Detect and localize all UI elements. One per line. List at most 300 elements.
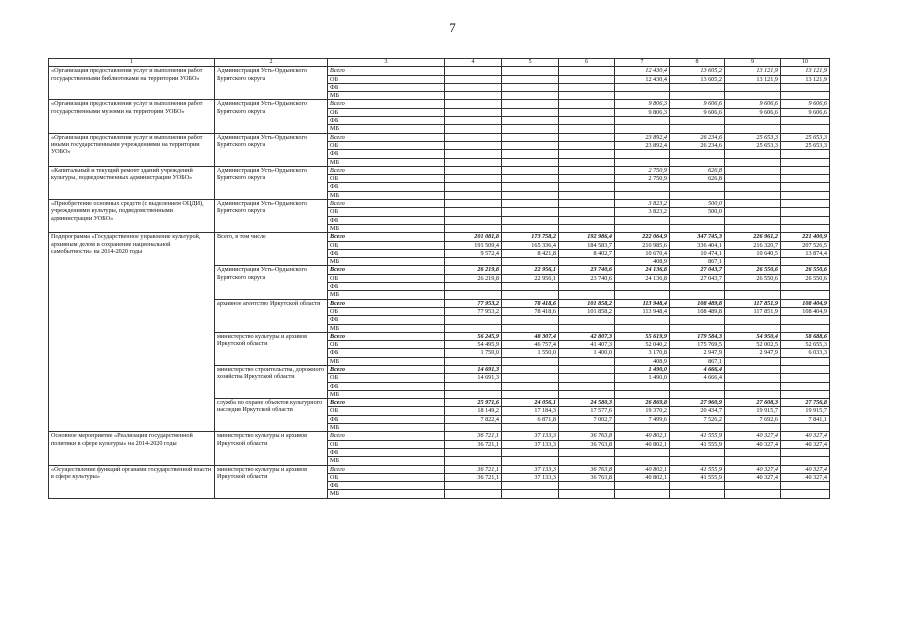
amount-cell	[502, 208, 559, 216]
amount-cell	[725, 482, 781, 490]
table-row	[49, 200, 830, 208]
amount-cell: 54 950,4	[725, 332, 781, 340]
funding-source: МБ	[328, 424, 445, 432]
amount-cell	[445, 324, 502, 332]
amount-cell: 9 606,6	[670, 108, 725, 116]
amount-cell	[725, 183, 781, 191]
amount-cell	[445, 200, 502, 208]
amount-cell: 36 721,1	[445, 465, 502, 473]
amount-cell: 26 550,6	[781, 274, 830, 282]
amount-cell: 347 745,3	[670, 233, 725, 241]
funding-source: Всего	[328, 332, 445, 340]
funding-source: МБ	[328, 258, 445, 266]
amount-cell	[670, 482, 725, 490]
amount-cell	[559, 141, 615, 149]
funding-source: ОБ	[328, 473, 445, 481]
amount-cell: 26 869,8	[615, 399, 670, 407]
amount-cell: 201 081,8	[445, 233, 502, 241]
amount-cell: 12 430,4	[615, 75, 670, 83]
amount-cell	[445, 125, 502, 133]
amount-cell: 165 336,4	[502, 241, 559, 249]
amount-cell	[615, 158, 670, 166]
amount-cell: 13 605,2	[670, 67, 725, 75]
amount-cell	[615, 183, 670, 191]
amount-cell: 37 133,3	[502, 473, 559, 481]
amount-cell: 40 802,1	[615, 473, 670, 481]
amount-cell: 17 577,6	[559, 407, 615, 415]
column-header: 7	[615, 59, 670, 67]
table-row	[49, 133, 830, 141]
amount-cell: 8 421,8	[502, 249, 559, 257]
amount-cell	[781, 374, 830, 382]
amount-cell: 56 245,9	[445, 332, 502, 340]
funding-source: Всего	[328, 200, 445, 208]
column-header: 10	[781, 59, 830, 67]
amount-cell: 6 033,3	[781, 349, 830, 357]
amount-cell: 40 327,4	[781, 440, 830, 448]
funding-source: Всего	[328, 133, 445, 141]
amount-cell	[502, 324, 559, 332]
amount-cell	[559, 191, 615, 199]
table-row	[49, 166, 830, 174]
amount-cell: 27 043,7	[670, 274, 725, 282]
amount-cell	[502, 457, 559, 465]
amount-cell	[725, 448, 781, 456]
amount-cell	[670, 83, 725, 91]
amount-cell	[670, 150, 725, 158]
amount-cell: 14 691,3	[445, 365, 502, 373]
funding-source: МБ	[328, 324, 445, 332]
amount-cell: 4 666,4	[670, 365, 725, 373]
amount-cell: 500,0	[670, 208, 725, 216]
amount-cell	[670, 191, 725, 199]
amount-cell: 101 858,2	[559, 307, 615, 315]
amount-cell	[725, 208, 781, 216]
executor-name: Администрация Усть-Ордынского Бурятского округа	[215, 166, 328, 199]
amount-cell	[445, 457, 502, 465]
amount-cell	[725, 224, 781, 232]
amount-cell	[781, 125, 830, 133]
amount-cell	[670, 92, 725, 100]
amount-cell: 36 763,8	[559, 432, 615, 440]
amount-cell	[559, 75, 615, 83]
amount-cell: 19 915,7	[781, 407, 830, 415]
amount-cell	[559, 117, 615, 125]
amount-cell	[502, 158, 559, 166]
amount-cell	[445, 75, 502, 83]
amount-cell	[781, 291, 830, 299]
amount-cell	[559, 108, 615, 116]
amount-cell: 77 953,2	[445, 299, 502, 307]
funding-source: Всего	[328, 266, 445, 274]
amount-cell	[725, 125, 781, 133]
amount-cell: 40 327,4	[781, 473, 830, 481]
funding-source: ОБ	[328, 374, 445, 382]
amount-cell: 108 404,9	[781, 299, 830, 307]
amount-cell: 7 002,7	[559, 415, 615, 423]
executor-name: Администрация Усть-Ордынского Бурятского округа	[215, 100, 328, 133]
amount-cell	[445, 83, 502, 91]
amount-cell	[725, 191, 781, 199]
funding-source: Всего	[328, 233, 445, 241]
amount-cell	[445, 390, 502, 398]
amount-cell: 10 640,5	[725, 249, 781, 257]
amount-cell: 2 947,9	[670, 349, 725, 357]
amount-cell	[559, 258, 615, 266]
amount-cell: 117 851,9	[725, 307, 781, 315]
amount-cell: 24 136,8	[615, 274, 670, 282]
amount-cell	[781, 150, 830, 158]
amount-cell: 626,8	[670, 175, 725, 183]
amount-cell: 13 605,2	[670, 75, 725, 83]
amount-cell	[615, 390, 670, 398]
amount-cell	[502, 166, 559, 174]
measure-name: Подпрограмма «Государственное управление культурой, архивным делом и сохранение национальной самобытности» на 2014-2020 годы	[49, 233, 215, 432]
amount-cell	[781, 482, 830, 490]
amount-cell	[559, 150, 615, 158]
funding-source: ФБ	[328, 448, 445, 456]
amount-cell: 867,1	[670, 258, 725, 266]
amount-cell: 113 948,4	[615, 299, 670, 307]
amount-cell	[445, 490, 502, 498]
amount-cell	[502, 216, 559, 224]
amount-cell	[559, 67, 615, 75]
amount-cell	[670, 424, 725, 432]
amount-cell	[615, 191, 670, 199]
amount-cell	[559, 125, 615, 133]
amount-cell	[725, 117, 781, 125]
amount-cell: 36 763,8	[559, 440, 615, 448]
amount-cell	[445, 141, 502, 149]
amount-cell: 216 320,7	[725, 241, 781, 249]
amount-cell: 10 474,1	[670, 249, 725, 257]
amount-cell	[781, 382, 830, 390]
funding-source: ОБ	[328, 341, 445, 349]
amount-cell	[502, 448, 559, 456]
amount-cell: 26 234,6	[670, 141, 725, 149]
amount-cell	[781, 92, 830, 100]
amount-cell	[445, 291, 502, 299]
amount-cell: 40 327,4	[725, 473, 781, 481]
amount-cell: 408,9	[615, 357, 670, 365]
amount-cell	[725, 390, 781, 398]
amount-cell	[670, 457, 725, 465]
amount-cell: 23 740,6	[559, 266, 615, 274]
amount-cell	[502, 365, 559, 373]
amount-cell: 222 064,9	[615, 233, 670, 241]
amount-cell	[615, 224, 670, 232]
amount-cell: 3 823,2	[615, 200, 670, 208]
amount-cell	[445, 133, 502, 141]
amount-cell	[559, 382, 615, 390]
amount-cell: 77 953,2	[445, 307, 502, 315]
amount-cell	[502, 200, 559, 208]
amount-cell: 7 499,6	[615, 415, 670, 423]
amount-cell: 26 219,8	[445, 274, 502, 282]
amount-cell: 1 490,0	[615, 365, 670, 373]
amount-cell	[559, 175, 615, 183]
funding-source: МБ	[328, 291, 445, 299]
amount-cell: 500,0	[670, 200, 725, 208]
column-header: 3	[328, 59, 445, 67]
amount-cell	[445, 357, 502, 365]
amount-cell	[781, 316, 830, 324]
amount-cell	[781, 424, 830, 432]
amount-cell: 24 136,8	[615, 266, 670, 274]
amount-cell: 10 670,4	[615, 249, 670, 257]
amount-cell	[559, 224, 615, 232]
funding-source: ФБ	[328, 117, 445, 125]
amount-cell	[781, 224, 830, 232]
amount-cell: 9 606,6	[725, 108, 781, 116]
amount-cell	[445, 158, 502, 166]
funding-source: ОБ	[328, 208, 445, 216]
amount-cell	[445, 150, 502, 158]
amount-cell	[725, 457, 781, 465]
executor-name: Администрация Усть-Ордынского Бурятского округа	[215, 133, 328, 166]
amount-cell	[502, 424, 559, 432]
amount-cell: 191 509,4	[445, 241, 502, 249]
amount-cell	[615, 117, 670, 125]
amount-cell: 25 971,6	[445, 399, 502, 407]
amount-cell	[670, 158, 725, 166]
amount-cell	[445, 424, 502, 432]
funding-source: ФБ	[328, 83, 445, 91]
column-header: 9	[725, 59, 781, 67]
measure-name: «Осуществление функций органами государственной власти в сфере культуры»	[49, 465, 215, 498]
funding-source: МБ	[328, 390, 445, 398]
amount-cell: 37 133,3	[502, 465, 559, 473]
amount-cell: 36 721,1	[445, 473, 502, 481]
amount-cell	[502, 108, 559, 116]
amount-cell	[559, 324, 615, 332]
amount-cell	[670, 490, 725, 498]
amount-cell	[615, 150, 670, 158]
amount-cell: 17 184,3	[502, 407, 559, 415]
amount-cell	[670, 283, 725, 291]
funding-source: ОБ	[328, 307, 445, 315]
amount-cell	[725, 158, 781, 166]
amount-cell	[559, 316, 615, 324]
amount-cell	[670, 291, 725, 299]
amount-cell	[670, 324, 725, 332]
funding-source: ОБ	[328, 241, 445, 249]
executor-name: министерство культуры и архивов Иркутской области	[215, 432, 328, 465]
amount-cell: 22 956,1	[502, 274, 559, 282]
amount-cell	[559, 158, 615, 166]
amount-cell	[559, 100, 615, 108]
column-header: 5	[502, 59, 559, 67]
amount-cell: 40 802,1	[615, 432, 670, 440]
amount-cell: 179 584,3	[670, 332, 725, 340]
funding-source: ФБ	[328, 249, 445, 257]
funding-source: ФБ	[328, 382, 445, 390]
amount-cell: 207 526,5	[781, 241, 830, 249]
amount-cell: 37 133,3	[502, 432, 559, 440]
amount-cell: 36 763,8	[559, 473, 615, 481]
amount-cell: 13 121,9	[725, 67, 781, 75]
measure-name: «Капитальный и текущий ремонт зданий учреждений культуры, подведомственных администрации УОБО»	[49, 166, 215, 199]
funding-source: ФБ	[328, 283, 445, 291]
funding-source: Всего	[328, 432, 445, 440]
measure-name: «Организация предоставления услуг и выполнения работ иными государственными учреждениями на территории УОБО»	[49, 133, 215, 166]
amount-cell: 117 851,9	[725, 299, 781, 307]
amount-cell: 9 806,3	[615, 100, 670, 108]
amount-cell: 184 583,7	[559, 241, 615, 249]
table-row	[49, 67, 830, 75]
amount-cell: 108 489,8	[670, 307, 725, 315]
amount-cell: 52 040,2	[615, 341, 670, 349]
amount-cell	[670, 183, 725, 191]
amount-cell	[670, 390, 725, 398]
table-row	[49, 465, 830, 473]
amount-cell: 41 555,9	[670, 440, 725, 448]
amount-cell: 1 490,0	[615, 374, 670, 382]
amount-cell	[559, 482, 615, 490]
amount-cell: 40 327,4	[725, 432, 781, 440]
amount-cell	[725, 365, 781, 373]
amount-cell: 41 555,9	[670, 432, 725, 440]
amount-cell: 18 149,2	[445, 407, 502, 415]
amount-cell	[781, 457, 830, 465]
amount-cell	[445, 100, 502, 108]
amount-cell	[445, 67, 502, 75]
amount-cell	[725, 83, 781, 91]
amount-cell: 12 430,4	[615, 67, 670, 75]
amount-cell	[559, 448, 615, 456]
amount-cell: 36 721,1	[445, 440, 502, 448]
amount-cell: 26 550,6	[781, 266, 830, 274]
amount-cell: 9 606,6	[725, 100, 781, 108]
column-header: 4	[445, 59, 502, 67]
amount-cell: 40 327,4	[725, 465, 781, 473]
funding-source: ФБ	[328, 482, 445, 490]
amount-cell	[559, 424, 615, 432]
column-header: 8	[670, 59, 725, 67]
amount-cell: 13 121,9	[781, 75, 830, 83]
amount-cell: 20 434,7	[670, 407, 725, 415]
amount-cell	[559, 166, 615, 174]
amount-cell: 26 219,8	[445, 266, 502, 274]
amount-cell	[502, 175, 559, 183]
amount-cell: 101 858,2	[559, 299, 615, 307]
funding-source: ОБ	[328, 108, 445, 116]
amount-cell: 2 947,9	[725, 349, 781, 357]
amount-cell	[559, 374, 615, 382]
amount-cell	[559, 83, 615, 91]
amount-cell: 7 822,4	[445, 415, 502, 423]
amount-cell	[615, 424, 670, 432]
amount-cell	[502, 382, 559, 390]
amount-cell	[781, 365, 830, 373]
amount-cell: 42 807,3	[559, 332, 615, 340]
amount-cell	[445, 316, 502, 324]
amount-cell: 23 892,4	[615, 133, 670, 141]
amount-cell	[445, 216, 502, 224]
amount-cell	[502, 83, 559, 91]
amount-cell	[559, 216, 615, 224]
amount-cell: 9 606,6	[781, 100, 830, 108]
amount-cell: 2 750,9	[615, 166, 670, 174]
amount-cell	[502, 390, 559, 398]
table-body	[49, 59, 830, 499]
amount-cell: 3 823,2	[615, 208, 670, 216]
funding-source: ОБ	[328, 407, 445, 415]
amount-cell: 27 043,7	[670, 266, 725, 274]
executor-name: министерство культуры и архивов Иркутской области	[215, 332, 328, 365]
amount-cell	[445, 166, 502, 174]
table-row	[49, 100, 830, 108]
amount-cell: 173 758,2	[502, 233, 559, 241]
amount-cell	[615, 382, 670, 390]
amount-cell: 113 948,4	[615, 307, 670, 315]
amount-cell	[670, 448, 725, 456]
table-row	[49, 432, 830, 440]
amount-cell	[781, 208, 830, 216]
amount-cell: 40 327,4	[781, 432, 830, 440]
amount-cell: 27 960,9	[670, 399, 725, 407]
amount-cell: 40 327,4	[781, 465, 830, 473]
amount-cell	[781, 448, 830, 456]
amount-cell	[670, 125, 725, 133]
amount-cell: 36 763,8	[559, 465, 615, 473]
amount-cell: 41 555,9	[670, 473, 725, 481]
amount-cell	[781, 175, 830, 183]
amount-cell: 24 056,1	[502, 399, 559, 407]
amount-cell	[615, 490, 670, 498]
amount-cell	[559, 283, 615, 291]
amount-cell	[781, 390, 830, 398]
amount-cell: 626,8	[670, 166, 725, 174]
amount-cell	[670, 224, 725, 232]
amount-cell	[725, 175, 781, 183]
amount-cell	[559, 365, 615, 373]
amount-cell	[445, 208, 502, 216]
executor-name: Всего, в том числе	[215, 233, 328, 266]
amount-cell	[559, 208, 615, 216]
amount-cell: 13 121,9	[781, 67, 830, 75]
funding-source: МБ	[328, 490, 445, 498]
amount-cell	[502, 183, 559, 191]
amount-cell	[445, 183, 502, 191]
amount-cell	[670, 216, 725, 224]
amount-cell	[445, 283, 502, 291]
funding-source: МБ	[328, 224, 445, 232]
amount-cell	[502, 117, 559, 125]
funding-source: ОБ	[328, 440, 445, 448]
amount-cell	[670, 316, 725, 324]
amount-cell	[502, 357, 559, 365]
amount-cell	[502, 283, 559, 291]
amount-cell: 14 691,3	[445, 374, 502, 382]
amount-cell: 40 327,4	[725, 440, 781, 448]
amount-cell	[559, 390, 615, 398]
amount-cell	[725, 374, 781, 382]
amount-cell	[559, 291, 615, 299]
executor-name: архивное агентство Иркутской области	[215, 299, 328, 332]
amount-cell	[781, 258, 830, 266]
amount-cell	[445, 382, 502, 390]
amount-cell	[445, 108, 502, 116]
amount-cell: 226 961,2	[725, 233, 781, 241]
amount-cell	[670, 117, 725, 125]
amount-cell	[725, 357, 781, 365]
amount-cell	[615, 291, 670, 299]
amount-cell	[670, 382, 725, 390]
column-header: 6	[559, 59, 615, 67]
amount-cell	[445, 258, 502, 266]
amount-cell	[445, 92, 502, 100]
